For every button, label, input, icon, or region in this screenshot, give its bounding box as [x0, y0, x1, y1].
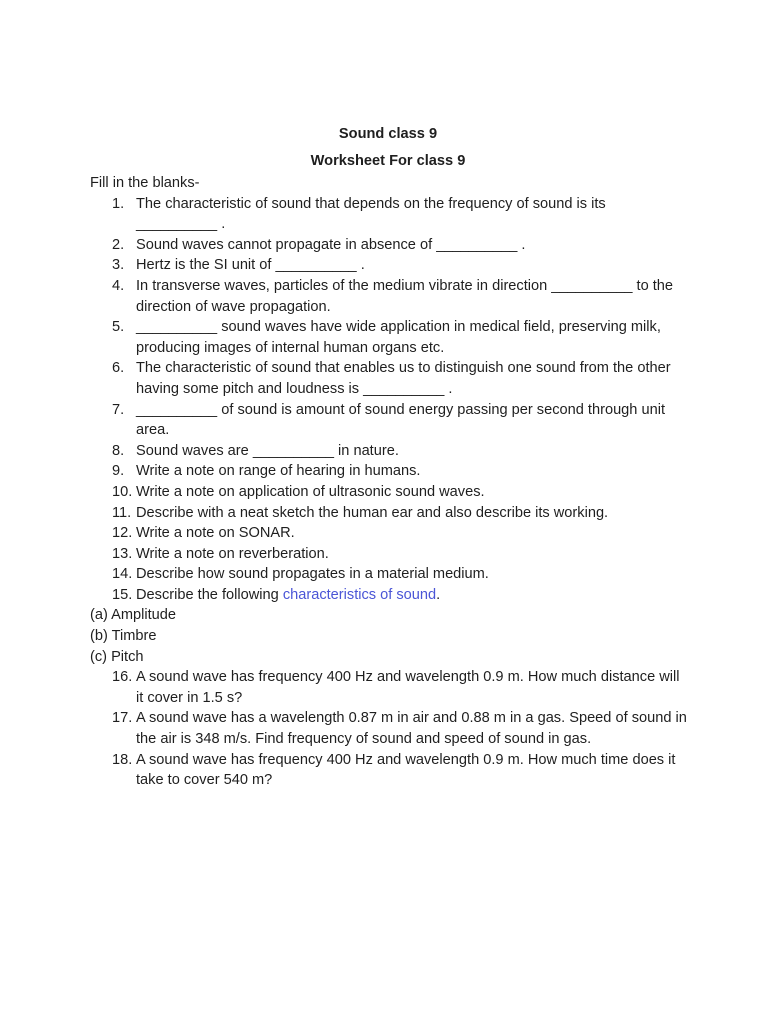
question-item	[90, 564, 690, 585]
question-number: 6.	[112, 360, 125, 377]
question-item	[90, 461, 690, 482]
question-text: Write a note on range of hearing in humans.	[136, 463, 421, 480]
question-item	[90, 194, 690, 235]
question-number: 10.	[112, 483, 133, 500]
question-text-end: .	[436, 586, 441, 603]
question-text: Sound waves cannot propagate in absence of __________ .	[136, 236, 526, 253]
question-text: A sound wave has a wavelength 0.87 m in air and 0.88 m in a gas. Speed of sound in the air is 348 m/s. Find frequency of sound and speed of sound in gas.	[136, 710, 687, 748]
question-item	[90, 441, 690, 462]
question-text: A sound wave has frequency 400 Hz and wavelength 0.9 m. How much distance will it cover in 1.5 s?	[136, 669, 680, 706]
question-text: In transverse waves, particles of the medium vibrate in direction __________ to the direction of wave propagation.	[136, 277, 674, 315]
question-item	[90, 523, 690, 544]
question-number: 14.	[112, 566, 133, 583]
characteristics-of-sound-link[interactable]: characteristics of sound	[282, 586, 437, 603]
question-item	[90, 585, 690, 606]
document-title: Sound class 9	[338, 126, 438, 142]
question-text: The characteristic of sound that enables us to distinguish one sound from the other having some pitch and loudness is __________ .	[136, 360, 671, 397]
question-list-a	[90, 194, 690, 606]
question-number: 2.	[112, 236, 125, 253]
question-item	[90, 400, 690, 441]
question-number: 1.	[112, 195, 125, 212]
question-item	[90, 235, 690, 256]
question-number: 12.	[112, 525, 133, 542]
question-text: Write a note on SONAR.	[136, 525, 295, 542]
question-list-b	[90, 667, 690, 791]
question-number: 8.	[112, 442, 125, 459]
question-item	[90, 750, 690, 791]
question-number: 15.	[112, 586, 133, 603]
question-text: Sound waves are __________ in nature.	[136, 442, 399, 459]
question-number: 18.	[112, 751, 133, 768]
question-number: 16.	[112, 669, 133, 686]
question-text: Describe the following	[136, 586, 283, 603]
question-text: Hertz is the SI unit of __________ .	[136, 257, 365, 274]
question-text: The characteristic of sound that depends on the frequency of sound is its __________ .	[136, 195, 606, 233]
question-item	[90, 482, 690, 503]
question-item	[90, 317, 690, 358]
question-text: Write a note on application of ultrasonic sound waves.	[136, 483, 485, 500]
question-number: 5.	[112, 319, 125, 336]
worksheet-content	[90, 173, 690, 791]
question-text: __________ of sound is amount of sound energy passing per second through unit area.	[136, 401, 666, 439]
question-item	[90, 503, 690, 524]
question-text: Describe how sound propagates in a material medium.	[136, 566, 489, 583]
question-item	[90, 255, 690, 276]
document-subtitle: Worksheet For class 9	[310, 153, 466, 169]
question-text: A sound wave has frequency 400 Hz and wavelength 0.9 m. How much time does it take to cover 540 m?	[136, 751, 676, 789]
question-item	[90, 358, 690, 399]
question-text: Describe with a neat sketch the human ear and also describe its working.	[136, 504, 609, 521]
question-number: 17.	[112, 710, 133, 727]
question-item	[90, 276, 690, 317]
question-number: 3.	[112, 257, 125, 274]
question-number: 4.	[112, 277, 125, 294]
option-timbre: (b) Timbre	[90, 628, 157, 645]
question-item	[90, 544, 690, 565]
question-text: __________ sound waves have wide application in medical field, preserving milk, producing images of internal human organs etc.	[136, 319, 661, 356]
question-item	[90, 667, 690, 708]
question-number: 11.	[112, 504, 132, 521]
question-number: 7.	[112, 401, 125, 418]
question-item	[90, 708, 690, 749]
option-pitch: (c) Pitch	[90, 648, 144, 665]
question-number: 13.	[112, 545, 133, 562]
intro-text: Fill in the blanks-	[90, 175, 200, 191]
option-amplitude: (a) Amplitude	[90, 607, 176, 624]
question-text: Write a note on reverberation.	[136, 545, 329, 562]
question-number: 9.	[112, 463, 125, 480]
